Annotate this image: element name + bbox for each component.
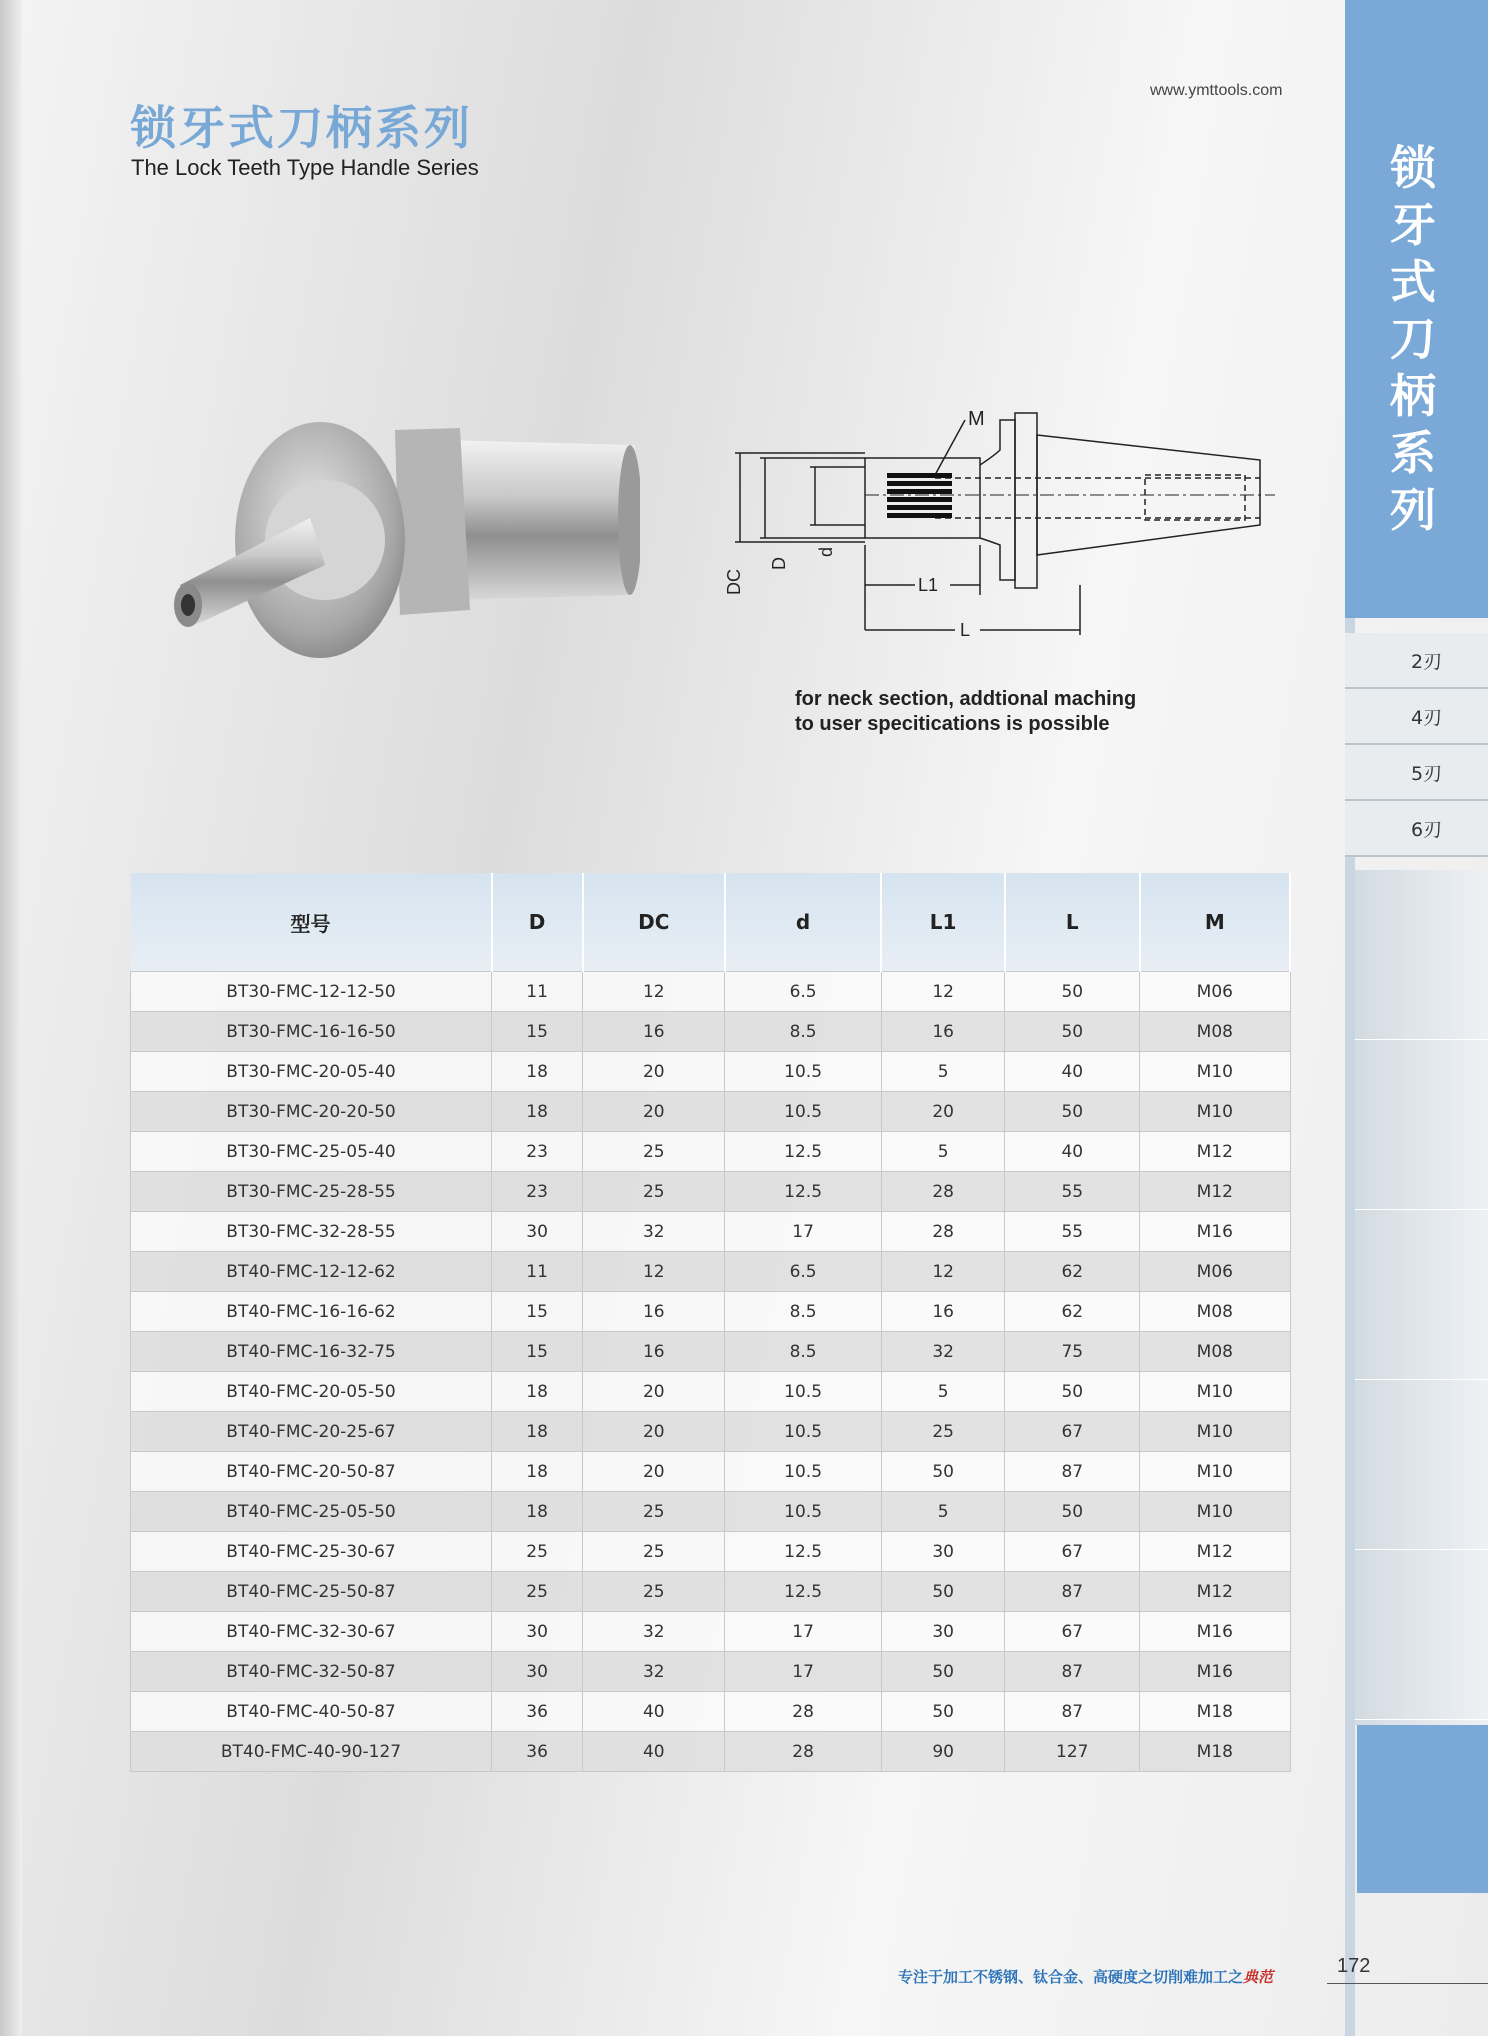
cell-D: 25	[492, 1532, 583, 1572]
drawing-label-dc: DC	[724, 569, 744, 595]
cell-d: 17	[725, 1612, 882, 1652]
cell-model: BT30-FMC-25-05-40	[131, 1132, 492, 1172]
cell-M: M10	[1140, 1092, 1290, 1132]
cell-L: 55	[1005, 1172, 1140, 1212]
cell-D: 18	[492, 1412, 583, 1452]
tool-holder-photo	[160, 400, 640, 700]
cell-L1: 16	[881, 1292, 1005, 1332]
cell-L: 87	[1005, 1652, 1140, 1692]
spec-table	[130, 873, 1291, 1772]
cell-L1: 12	[881, 1252, 1005, 1292]
cell-d: 12.5	[725, 1132, 882, 1172]
website-url[interactable]: www.ymttools.com	[1150, 82, 1283, 99]
cell-model: BT40-FMC-40-50-87	[131, 1692, 492, 1732]
cell-M: M18	[1140, 1732, 1290, 1772]
cell-D: 23	[492, 1172, 583, 1212]
table-row	[131, 1572, 1291, 1612]
cell-D: 15	[492, 1292, 583, 1332]
cell-L1: 16	[881, 1012, 1005, 1052]
cell-DC: 20	[583, 1052, 725, 1092]
cell-d: 28	[725, 1692, 882, 1732]
cell-L: 50	[1005, 1092, 1140, 1132]
cell-L: 62	[1005, 1252, 1140, 1292]
footer-slogan-text: 专注于加工不锈钢、钛合金、高硬度之切削难加工之	[898, 1968, 1244, 1986]
drawing-note-line1: for neck section, addtional maching	[795, 688, 1137, 710]
sidebar-lower-panel	[1355, 870, 1488, 1725]
cell-L1: 12	[881, 972, 1005, 1012]
drawing-label-d-outer: D	[769, 557, 789, 570]
cell-M: M06	[1140, 972, 1290, 1012]
table-row	[131, 1372, 1291, 1412]
cell-L: 67	[1005, 1612, 1140, 1652]
table-row	[131, 1412, 1291, 1452]
cell-D: 11	[492, 1252, 583, 1292]
cell-D: 18	[492, 1092, 583, 1132]
cell-model: BT40-FMC-25-05-50	[131, 1492, 492, 1532]
drawing-note-line2: to user specitications is possible	[795, 713, 1110, 735]
cell-DC: 12	[583, 972, 725, 1012]
cell-L1: 50	[881, 1652, 1005, 1692]
table-header-row	[131, 873, 1291, 972]
cell-D: 25	[492, 1572, 583, 1612]
table-row	[131, 1692, 1291, 1732]
cell-L: 67	[1005, 1532, 1140, 1572]
cell-L: 87	[1005, 1452, 1140, 1492]
cell-d: 8.5	[725, 1292, 882, 1332]
cell-L1: 28	[881, 1172, 1005, 1212]
cell-model: BT40-FMC-40-90-127	[131, 1732, 492, 1772]
page-edge-shadow	[0, 0, 22, 2036]
table-row	[131, 1132, 1291, 1172]
cell-D: 30	[492, 1612, 583, 1652]
cell-DC: 16	[583, 1332, 725, 1372]
cell-model: BT40-FMC-32-30-67	[131, 1612, 492, 1652]
page-title-cn: 锁牙式刀柄系列	[130, 101, 473, 155]
cell-d: 10.5	[725, 1092, 882, 1132]
page-title-en: The Lock Teeth Type Handle Series	[131, 155, 479, 180]
cell-M: M18	[1140, 1692, 1290, 1732]
cell-DC: 32	[583, 1652, 725, 1692]
cell-d: 10.5	[725, 1492, 882, 1532]
cell-L: 50	[1005, 972, 1140, 1012]
header-M: M	[1140, 873, 1290, 972]
cell-M: M16	[1140, 1612, 1290, 1652]
cell-d: 12.5	[725, 1572, 882, 1612]
cell-M: M12	[1140, 1572, 1290, 1612]
header-model: 型号	[131, 873, 492, 972]
cell-DC: 32	[583, 1212, 725, 1252]
cell-DC: 40	[583, 1692, 725, 1732]
table-row	[131, 1452, 1291, 1492]
page-number-rule	[1327, 1983, 1488, 1984]
table-row	[131, 1332, 1291, 1372]
cell-DC: 16	[583, 1292, 725, 1332]
header-D: D	[492, 873, 583, 972]
cell-L: 67	[1005, 1412, 1140, 1452]
cell-M: M08	[1140, 1332, 1290, 1372]
header-DC: DC	[583, 873, 725, 972]
table-row	[131, 1532, 1291, 1572]
cell-L: 55	[1005, 1212, 1140, 1252]
drawing-label-d-inner: d	[816, 546, 836, 557]
header-L1: L1	[881, 873, 1005, 972]
table-row	[131, 1252, 1291, 1292]
cell-L1: 30	[881, 1612, 1005, 1652]
cell-L: 87	[1005, 1692, 1140, 1732]
cell-L1: 30	[881, 1532, 1005, 1572]
header-L: L	[1005, 873, 1140, 972]
table-row	[131, 1652, 1291, 1692]
cell-M: M08	[1140, 1012, 1290, 1052]
cell-d: 12.5	[725, 1172, 882, 1212]
cell-model: BT40-FMC-16-32-75	[131, 1332, 492, 1372]
cell-model: BT40-FMC-20-50-87	[131, 1452, 492, 1492]
cell-d: 6.5	[725, 1252, 882, 1292]
cell-d: 17	[725, 1212, 882, 1252]
table-row	[131, 1172, 1291, 1212]
cell-d: 10.5	[725, 1372, 882, 1412]
cell-model: BT30-FMC-25-28-55	[131, 1172, 492, 1212]
table-row	[131, 1492, 1291, 1532]
table-row	[131, 1732, 1291, 1772]
cell-L: 40	[1005, 1052, 1140, 1092]
cell-DC: 32	[583, 1612, 725, 1652]
header-d: d	[725, 873, 882, 972]
cell-D: 36	[492, 1692, 583, 1732]
cell-L1: 50	[881, 1452, 1005, 1492]
cell-d: 28	[725, 1732, 882, 1772]
cell-D: 30	[492, 1212, 583, 1252]
cell-DC: 25	[583, 1572, 725, 1612]
cell-model: BT40-FMC-12-12-62	[131, 1252, 492, 1292]
cell-M: M12	[1140, 1532, 1290, 1572]
cell-model: BT40-FMC-16-16-62	[131, 1292, 492, 1332]
cell-model: BT30-FMC-32-28-55	[131, 1212, 492, 1252]
cell-model: BT40-FMC-20-05-50	[131, 1372, 492, 1412]
cell-D: 18	[492, 1372, 583, 1412]
cell-M: M10	[1140, 1052, 1290, 1092]
cell-M: M08	[1140, 1292, 1290, 1332]
cell-L: 50	[1005, 1372, 1140, 1412]
cell-M: M10	[1140, 1492, 1290, 1532]
cell-d: 8.5	[725, 1332, 882, 1372]
sidebar-bottom-band	[1357, 1725, 1488, 1893]
cell-model: BT40-FMC-32-50-87	[131, 1652, 492, 1692]
table-row	[131, 1092, 1291, 1132]
cell-L1: 5	[881, 1052, 1005, 1092]
footer-slogan-emphasis: 典范	[1243, 1968, 1274, 1986]
cell-d: 6.5	[725, 972, 882, 1012]
cell-DC: 20	[583, 1412, 725, 1452]
cell-D: 15	[492, 1012, 583, 1052]
page-number: 172	[1337, 1955, 1371, 1977]
cell-M: M10	[1140, 1372, 1290, 1412]
cell-L1: 5	[881, 1132, 1005, 1172]
cell-model: BT30-FMC-16-16-50	[131, 1012, 492, 1052]
drawing-label-l1: L1	[918, 575, 939, 595]
cell-M: M06	[1140, 1252, 1290, 1292]
drawing-label-l: L	[960, 620, 971, 640]
sidebar-title: 锁牙式刀柄系列	[1390, 141, 1436, 537]
table-row	[131, 1292, 1291, 1332]
cell-D: 18	[492, 1452, 583, 1492]
cell-d: 10.5	[725, 1052, 882, 1092]
cell-DC: 20	[583, 1092, 725, 1132]
cell-d: 10.5	[725, 1452, 882, 1492]
cell-d: 8.5	[725, 1012, 882, 1052]
cell-L1: 50	[881, 1692, 1005, 1732]
cell-model: BT30-FMC-20-20-50	[131, 1092, 492, 1132]
cell-L: 75	[1005, 1332, 1140, 1372]
sidebar-tab-4[interactable]: 4刃	[1345, 689, 1488, 745]
cell-D: 18	[492, 1052, 583, 1092]
cell-model: BT30-FMC-12-12-50	[131, 972, 492, 1012]
cell-L1: 5	[881, 1372, 1005, 1412]
cell-DC: 40	[583, 1732, 725, 1772]
cell-model: BT40-FMC-20-25-67	[131, 1412, 492, 1452]
cell-DC: 25	[583, 1492, 725, 1532]
cell-D: 36	[492, 1732, 583, 1772]
sidebar-tabs	[1345, 633, 1488, 857]
cell-M: M12	[1140, 1172, 1290, 1212]
cell-L1: 50	[881, 1572, 1005, 1612]
table-row	[131, 1212, 1291, 1252]
cell-D: 11	[492, 972, 583, 1012]
cell-L1: 20	[881, 1092, 1005, 1132]
cell-L: 87	[1005, 1572, 1140, 1612]
cell-L: 40	[1005, 1132, 1140, 1172]
cell-d: 12.5	[725, 1532, 882, 1572]
sidebar-tab-5[interactable]: 5刃	[1345, 745, 1488, 801]
cell-L: 50	[1005, 1012, 1140, 1052]
cell-DC: 25	[583, 1532, 725, 1572]
cell-DC: 25	[583, 1132, 725, 1172]
cell-M: M12	[1140, 1132, 1290, 1172]
table-row	[131, 1612, 1291, 1652]
footer-slogan	[898, 1966, 1273, 1987]
cell-L: 50	[1005, 1492, 1140, 1532]
cell-DC: 20	[583, 1372, 725, 1412]
cell-L1: 5	[881, 1492, 1005, 1532]
technical-drawing	[715, 395, 1275, 655]
cell-model: BT40-FMC-25-50-87	[131, 1572, 492, 1612]
cell-L: 62	[1005, 1292, 1140, 1332]
cell-d: 17	[725, 1652, 882, 1692]
table-row	[131, 1052, 1291, 1092]
cell-DC: 16	[583, 1012, 725, 1052]
cell-model: BT40-FMC-25-30-67	[131, 1532, 492, 1572]
cell-DC: 20	[583, 1452, 725, 1492]
cell-M: M10	[1140, 1452, 1290, 1492]
cell-L1: 28	[881, 1212, 1005, 1252]
drawing-label-m: M	[968, 408, 985, 430]
table-row	[131, 972, 1291, 1012]
cell-DC: 12	[583, 1252, 725, 1292]
cell-M: M16	[1140, 1652, 1290, 1692]
cell-D: 30	[492, 1652, 583, 1692]
table-row	[131, 1012, 1291, 1052]
cell-L1: 90	[881, 1732, 1005, 1772]
cell-M: M10	[1140, 1412, 1290, 1452]
cell-L: 127	[1005, 1732, 1140, 1772]
cell-D: 18	[492, 1492, 583, 1532]
cell-model: BT30-FMC-20-05-40	[131, 1052, 492, 1092]
cell-M: M16	[1140, 1212, 1290, 1252]
cell-D: 23	[492, 1132, 583, 1172]
cell-L1: 25	[881, 1412, 1005, 1452]
cell-DC: 25	[583, 1172, 725, 1212]
cell-L1: 32	[881, 1332, 1005, 1372]
sidebar-tab-6[interactable]: 6刃	[1345, 801, 1488, 857]
sidebar-tab-2[interactable]: 2刃	[1345, 633, 1488, 689]
cell-d: 10.5	[725, 1412, 882, 1452]
cell-D: 15	[492, 1332, 583, 1372]
drawing-note	[795, 687, 1136, 737]
